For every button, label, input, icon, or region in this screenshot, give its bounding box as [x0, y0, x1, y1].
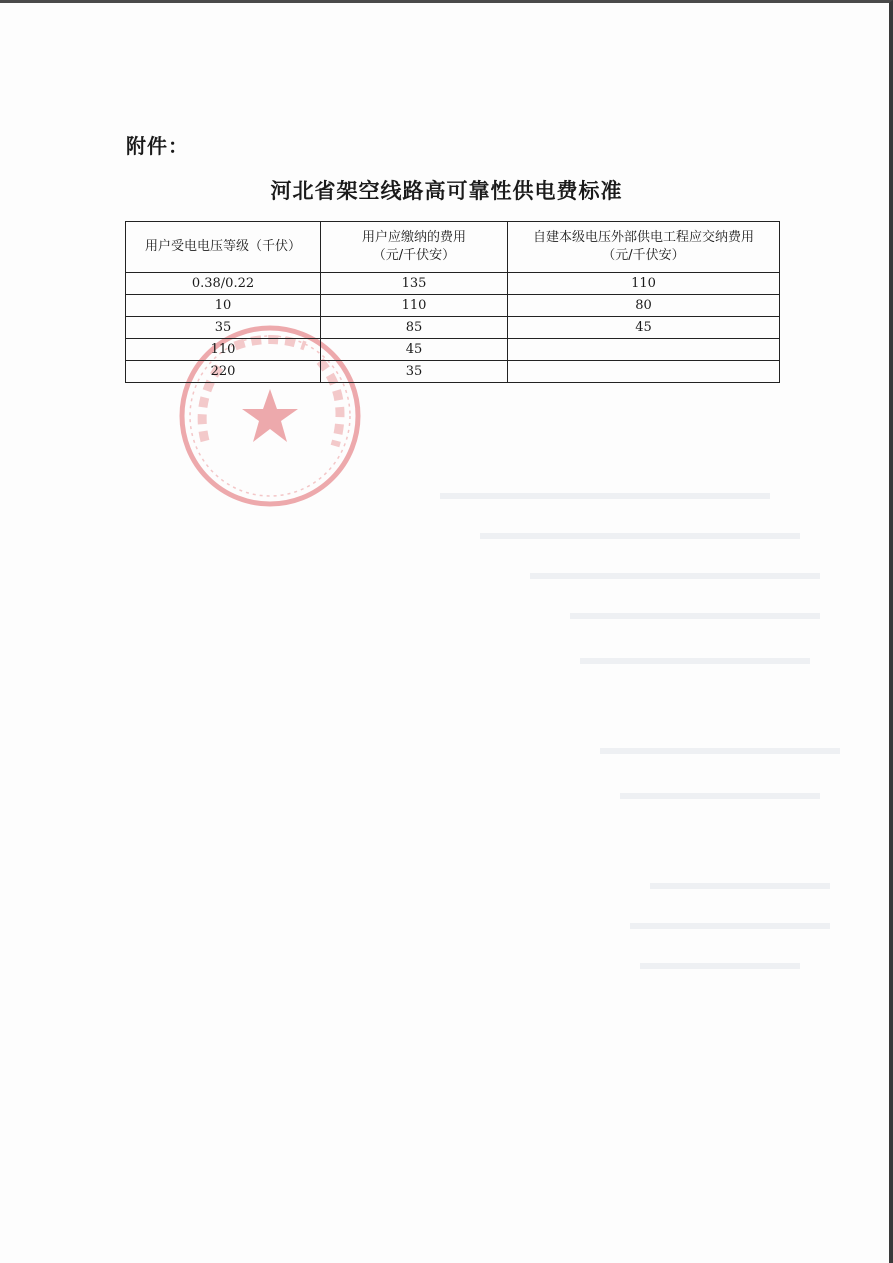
table-row [126, 361, 780, 383]
voltage-cell: 110 [126, 339, 321, 361]
table-header-row [126, 222, 780, 273]
header-self-built-fee: 自建本级电压外部供电工程应交纳费用 （元/千伏安） [508, 222, 780, 273]
self-built-fee-cell: 110 [508, 273, 780, 295]
header-voltage-level: 用户受电电压等级（千伏） [126, 222, 321, 273]
user-fee-cell: 35 [321, 361, 508, 383]
scan-bleedthrough [420, 463, 870, 983]
self-built-fee-cell [508, 361, 780, 383]
user-fee-cell: 45 [321, 339, 508, 361]
table-row [126, 317, 780, 339]
user-fee-cell: 110 [321, 295, 508, 317]
document-title: 河北省架空线路高可靠性供电费标准 [270, 179, 623, 203]
header-user-fee: 用户应缴纳的费用 （元/千伏安） [321, 222, 508, 273]
fee-standard-table [125, 221, 780, 383]
table-row [126, 339, 780, 361]
attachment-label: 附件： [126, 134, 189, 158]
voltage-cell: 35 [126, 317, 321, 339]
self-built-fee-cell: 80 [508, 295, 780, 317]
self-built-fee-cell: 45 [508, 317, 780, 339]
user-fee-cell: 85 [321, 317, 508, 339]
table-row [126, 273, 780, 295]
voltage-cell: 220 [126, 361, 321, 383]
voltage-cell: 0.38/0.22 [126, 273, 321, 295]
self-built-fee-cell [508, 339, 780, 361]
table-row [126, 295, 780, 317]
user-fee-cell: 135 [321, 273, 508, 295]
voltage-cell: 10 [126, 295, 321, 317]
